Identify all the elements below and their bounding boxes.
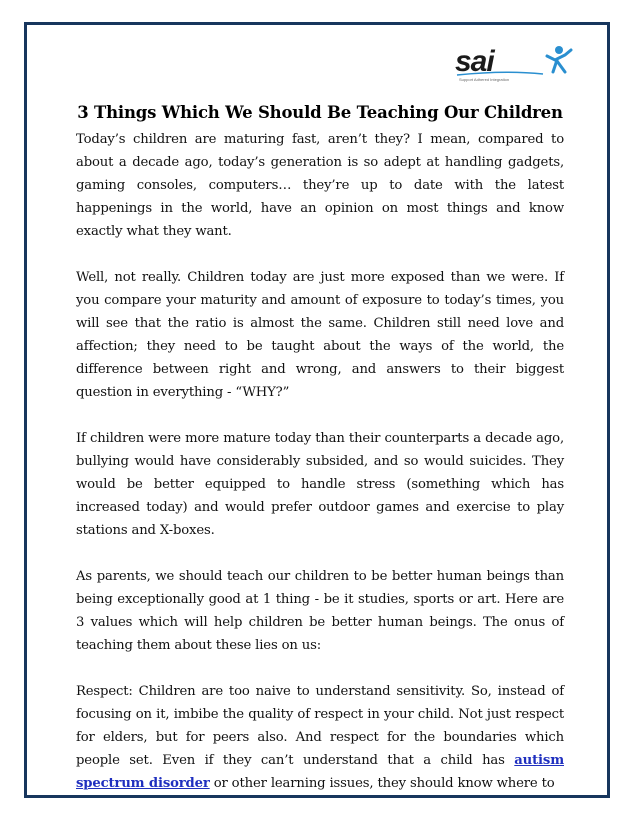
person-figure-icon [547,46,571,72]
article-body [76,102,564,795]
sai-logo [455,44,575,84]
paragraph-exposure: Well, not really. Children today are just more exposed than we were. If you compare your maturity and amount of exposure to today’s times, you will see that the ratio is almost the same. Children still need love and affection; they need to be taught about the ways of the world, the difference between right and wrong, and answers to their biggest question in everything - “WHY?” [76,270,564,400]
paragraph-intro: Today’s children are maturing fast, aren’t they? I mean, compared to about a decade ago, today’s generation is so adept at handling gadgets, gaming consoles, computers… they’re up to date with the latest happenings in the world, have an opinion on most things and know exactly what they want. [76,132,564,239]
respect-text-before-link: Respect: Children are too naive to understand sensitivity. So, instead of focusing on it, imbibe the quality of respect in your child. Not just respect for elders, but for peers also. And respect for the boundaries which people set. Even if they can’t understand that a child has [76,684,564,768]
paragraph-parents: As parents, we should teach our children to be better human beings than being exceptionally good at 1 thing - be it studies, sports or art. Here are 3 values which will help children be better human beings. The onus of teaching them about these lies on us: [76,569,564,653]
logo-tagline: Support Adhered Integration [459,77,510,82]
paragraph-respect [76,680,564,795]
autism-spectrum-disorder-link[interactable]: autism spectrum disorder [76,753,564,791]
logo-wordmark: sai [455,45,494,78]
article-title: 3 Things Which We Should Be Teaching Our Children [77,103,563,122]
paragraph-bullying: If children were more mature today than their counterparts a decade ago, bullying would have considerably subsided, and so would suicides. They would be better equipped to handle stress (something which has increased today) and would prefer outdoor games and exercise to play stations and X-boxes. [76,431,564,538]
respect-text-after-link: or other learning issues, they should know where to [209,776,555,791]
